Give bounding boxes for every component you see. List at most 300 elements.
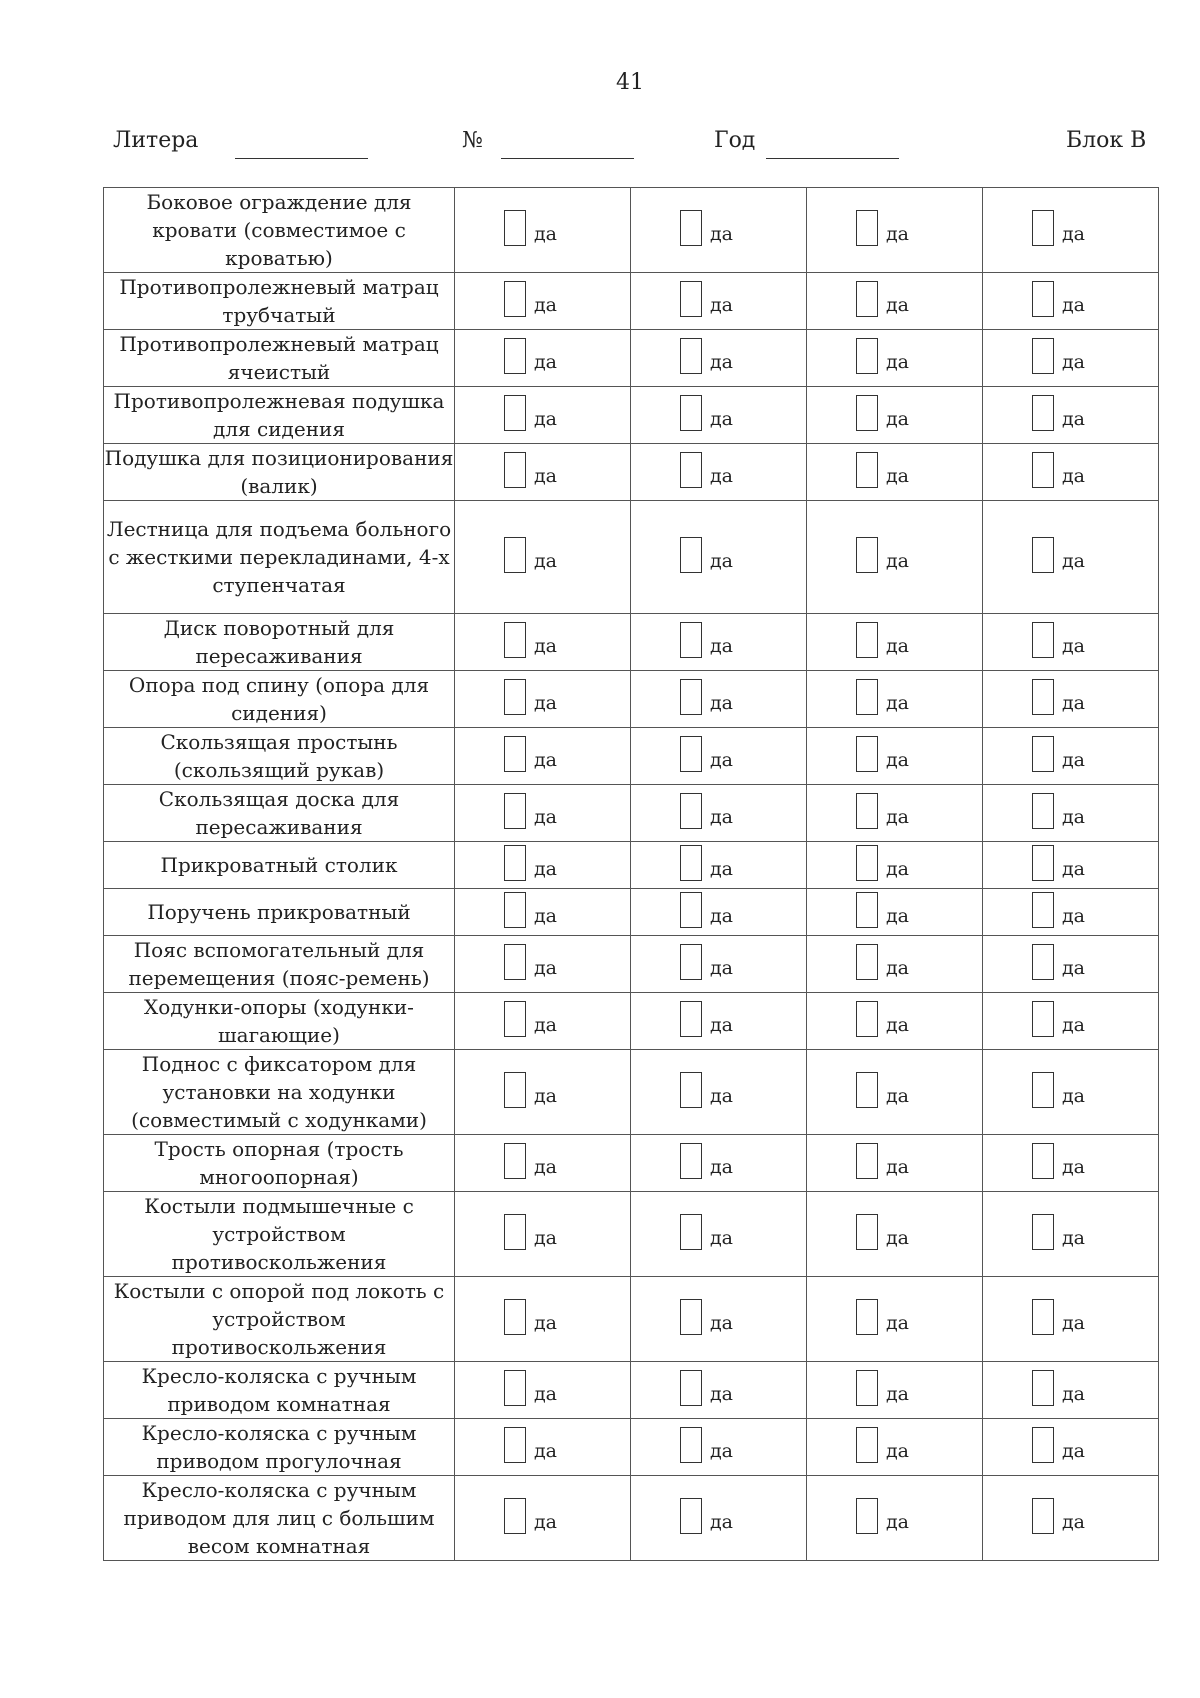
yes-option[interactable] [680,793,733,829]
yes-option[interactable] [1032,1001,1085,1037]
checkbox-label: да [709,692,734,714]
checkbox-label: да [1061,1511,1086,1533]
yes-option[interactable] [856,1143,909,1179]
checkbox[interactable] [504,281,526,317]
check-cell [807,785,983,842]
yes-option[interactable] [504,1143,557,1179]
checkbox[interactable] [856,1370,878,1406]
checkbox[interactable] [856,281,878,317]
checkbox[interactable] [1032,1498,1054,1534]
checkbox[interactable] [680,1072,702,1108]
yes-option[interactable] [856,679,909,715]
item-name: Кресло-коляска с ручным приводом для лиц с большим весом комнатная [104,1476,455,1561]
check-cell [983,671,1159,728]
checkbox-label: да [885,905,910,927]
check-cell [455,1192,631,1277]
checkbox[interactable] [1032,537,1054,573]
checkbox-label: да [709,223,734,245]
checkbox-label: да [533,1014,558,1036]
check-cell [807,1192,983,1277]
yes-option[interactable] [856,944,909,980]
yes-option[interactable] [680,892,733,928]
check-cell [455,1135,631,1192]
checkbox[interactable] [504,452,526,488]
checkbox-label: да [533,1511,558,1533]
check-cell [983,1277,1159,1362]
checkbox[interactable] [680,679,702,715]
yes-option[interactable] [680,452,733,488]
yes-option[interactable] [856,845,909,881]
checkbox[interactable] [504,1143,526,1179]
yes-option[interactable] [680,736,733,772]
checkbox[interactable] [856,395,878,431]
checkbox[interactable] [680,1498,702,1534]
check-cell [983,273,1159,330]
yes-option[interactable] [1032,1072,1085,1108]
yes-option[interactable] [1032,537,1085,573]
table-row [104,1277,1159,1362]
checkbox-label: да [1061,1312,1086,1334]
checkbox[interactable] [504,1001,526,1037]
checkbox[interactable] [1032,793,1054,829]
check-cell [455,501,631,614]
item-name: Трость опорная (трость многоопорная) [104,1135,455,1192]
yes-option[interactable] [856,281,909,317]
check-cell [983,936,1159,993]
yes-option[interactable] [680,679,733,715]
check-cell [807,671,983,728]
checkbox[interactable] [504,1072,526,1108]
yes-option[interactable] [680,1072,733,1108]
yes-option[interactable] [680,845,733,881]
checkbox-label: да [533,1227,558,1249]
checkbox[interactable] [680,281,702,317]
check-cell [631,728,807,785]
checkbox[interactable] [1032,1427,1054,1463]
yes-option[interactable] [504,1072,557,1108]
litera-label: Литера [113,128,199,153]
check-cell [455,728,631,785]
yes-option[interactable] [680,1001,733,1037]
checkbox-label: да [533,858,558,880]
equipment-table [103,187,1159,1561]
checkbox-label: да [709,294,734,316]
checkbox-label: да [885,1440,910,1462]
check-cell [455,889,631,936]
checkbox-label: да [709,635,734,657]
checkbox-label: да [709,465,734,487]
checkbox[interactable] [504,395,526,431]
checkbox[interactable] [504,622,526,658]
checkbox[interactable] [1032,210,1054,246]
table-row [104,993,1159,1050]
yes-option[interactable] [1032,679,1085,715]
checkbox[interactable] [1032,1299,1054,1335]
yes-option[interactable] [680,1498,733,1534]
block-label: Блок В [1066,128,1147,153]
check-cell [631,1192,807,1277]
item-name: Скользящая доска для пересаживания [104,785,455,842]
yes-option[interactable] [1032,395,1085,431]
yes-option[interactable] [1032,793,1085,829]
checkbox-label: да [885,294,910,316]
checkbox-label: да [885,692,910,714]
yes-option[interactable] [504,1498,557,1534]
checkbox[interactable] [504,210,526,246]
table-row [104,936,1159,993]
checkbox[interactable] [680,944,702,980]
check-cell [631,387,807,444]
checkbox[interactable] [504,338,526,374]
check-cell [455,387,631,444]
item-name: Прикроватный столик [104,842,455,889]
yes-option[interactable] [856,892,909,928]
yes-option[interactable] [680,537,733,573]
checkbox-label: да [533,1312,558,1334]
checkbox-label: да [533,465,558,487]
checkbox[interactable] [680,1001,702,1037]
check-cell [807,993,983,1050]
checkbox-label: да [1061,1014,1086,1036]
item-name: Противопролежневый матрац ячеистый [104,330,455,387]
check-cell [455,1419,631,1476]
check-cell [631,1419,807,1476]
checkbox[interactable] [680,736,702,772]
yes-option[interactable] [856,1427,909,1463]
yes-option[interactable] [856,537,909,573]
check-cell [983,444,1159,501]
checkbox[interactable] [504,892,526,928]
checkbox[interactable] [504,679,526,715]
checkbox[interactable] [680,1299,702,1335]
checkbox-label: да [885,858,910,880]
check-cell [807,273,983,330]
yes-option[interactable] [504,793,557,829]
yes-option[interactable] [504,736,557,772]
checkbox-label: да [709,957,734,979]
check-cell [807,614,983,671]
yes-option[interactable] [504,395,557,431]
check-cell [631,671,807,728]
check-cell [631,993,807,1050]
yes-option[interactable] [504,452,557,488]
check-cell [807,1362,983,1419]
checkbox-label: да [709,1227,734,1249]
yes-option[interactable] [856,1498,909,1534]
check-cell [455,1050,631,1135]
yes-option[interactable] [504,845,557,881]
number-field[interactable] [501,158,634,159]
checkbox[interactable] [856,338,878,374]
yes-option[interactable] [856,210,909,246]
checkbox-label: да [885,1312,910,1334]
table-row [104,1362,1159,1419]
item-name: Поднос с фиксатором для установки на ходунки (совместимый с ходунками) [104,1050,455,1135]
check-cell [983,188,1159,273]
check-cell [455,273,631,330]
checkbox[interactable] [504,1370,526,1406]
checkbox[interactable] [856,1427,878,1463]
checkbox-label: да [709,408,734,430]
checkbox[interactable] [504,1214,526,1250]
yes-option[interactable] [856,1214,909,1250]
yes-option[interactable] [856,1001,909,1037]
checkbox-label: да [533,294,558,316]
check-cell [807,387,983,444]
checkbox[interactable] [856,452,878,488]
checkbox[interactable] [856,845,878,881]
table-row [104,671,1159,728]
check-cell [455,330,631,387]
table-row [104,1050,1159,1135]
check-cell [631,1050,807,1135]
checkbox[interactable] [1032,1370,1054,1406]
checkbox-label: да [709,1312,734,1334]
checkbox[interactable] [680,1370,702,1406]
check-cell [807,1135,983,1192]
yes-option[interactable] [680,1370,733,1406]
yes-option[interactable] [504,892,557,928]
checkbox-label: да [533,957,558,979]
yes-option[interactable] [1032,210,1085,246]
yes-option[interactable] [680,338,733,374]
check-cell [807,889,983,936]
yes-option[interactable] [504,944,557,980]
checkbox[interactable] [680,1214,702,1250]
check-cell [455,1476,631,1561]
yes-option[interactable] [1032,1427,1085,1463]
checkbox[interactable] [856,944,878,980]
item-name: Противопролежневая подушка для сидения [104,387,455,444]
checkbox[interactable] [504,1299,526,1335]
yes-option[interactable] [504,622,557,658]
checkbox-label: да [709,550,734,572]
checkbox-label: да [1061,1227,1086,1249]
yes-option[interactable] [856,338,909,374]
table-row [104,785,1159,842]
yes-option[interactable] [1032,736,1085,772]
litera-field[interactable] [235,158,368,159]
yes-option[interactable] [680,622,733,658]
checkbox[interactable] [504,1498,526,1534]
checkbox[interactable] [856,1299,878,1335]
yes-option[interactable] [504,1214,557,1250]
checkbox[interactable] [680,1143,702,1179]
checkbox-label: да [885,1227,910,1249]
checkbox[interactable] [1032,1143,1054,1179]
checkbox-label: да [709,351,734,373]
check-cell [983,1419,1159,1476]
check-cell [631,1362,807,1419]
check-cell [807,1476,983,1561]
table-row [104,1192,1159,1277]
yes-option[interactable] [504,679,557,715]
yes-option[interactable] [856,793,909,829]
yes-option[interactable] [1032,944,1085,980]
checkbox-label: да [1061,858,1086,880]
yes-option[interactable] [504,537,557,573]
yes-option[interactable] [680,395,733,431]
checkbox[interactable] [1032,1072,1054,1108]
yes-option[interactable] [1032,622,1085,658]
checkbox-label: да [709,905,734,927]
check-cell [983,993,1159,1050]
check-cell [983,728,1159,785]
checkbox[interactable] [856,679,878,715]
checkbox[interactable] [504,845,526,881]
check-cell [983,1050,1159,1135]
yes-option[interactable] [504,1299,557,1335]
checkbox[interactable] [856,1001,878,1037]
table-row [104,614,1159,671]
yes-option[interactable] [680,1214,733,1250]
checkbox-label: да [709,1440,734,1462]
yes-option[interactable] [856,736,909,772]
checkbox-label: да [709,1511,734,1533]
yes-option[interactable] [856,452,909,488]
checkbox[interactable] [1032,338,1054,374]
checkbox-label: да [533,351,558,373]
checkbox[interactable] [680,845,702,881]
check-cell [631,614,807,671]
checkbox[interactable] [856,1072,878,1108]
checkbox[interactable] [856,736,878,772]
table-row [104,330,1159,387]
yes-option[interactable] [1032,338,1085,374]
yes-option[interactable] [680,281,733,317]
checkbox[interactable] [1032,1214,1054,1250]
yes-option[interactable] [856,395,909,431]
checkbox[interactable] [856,1214,878,1250]
checkbox[interactable] [1032,1001,1054,1037]
yes-option[interactable] [504,1370,557,1406]
item-name: Лестница для подъема больного с жесткими перекладинами, 4-х ступенчатая [104,501,455,614]
yes-option[interactable] [504,1427,557,1463]
checkbox-label: да [1061,1085,1086,1107]
yes-option[interactable] [856,1299,909,1335]
checkbox-label: да [1061,294,1086,316]
checkbox[interactable] [1032,892,1054,928]
checkbox[interactable] [1032,736,1054,772]
table-row [104,501,1159,614]
checkbox[interactable] [680,452,702,488]
checkbox[interactable] [1032,395,1054,431]
yes-option[interactable] [1032,452,1085,488]
yes-option[interactable] [1032,1299,1085,1335]
item-name: Костыли с опорой под локоть с устройством противоскольжения [104,1277,455,1362]
yes-option[interactable] [1032,1143,1085,1179]
checkbox[interactable] [680,537,702,573]
yes-option[interactable] [1032,892,1085,928]
checkbox[interactable] [856,1143,878,1179]
yes-option[interactable] [1032,1370,1085,1406]
yes-option[interactable] [504,210,557,246]
checkbox[interactable] [680,892,702,928]
yes-option[interactable] [680,1143,733,1179]
checkbox[interactable] [856,892,878,928]
year-field[interactable] [766,158,899,159]
check-cell [983,842,1159,889]
checkbox[interactable] [856,1498,878,1534]
table-row [104,1419,1159,1476]
checkbox-label: да [1061,465,1086,487]
check-cell [983,501,1159,614]
checkbox[interactable] [856,537,878,573]
checkbox[interactable] [504,537,526,573]
checkbox[interactable] [856,622,878,658]
yes-option[interactable] [1032,845,1085,881]
checkbox[interactable] [504,736,526,772]
checkbox[interactable] [504,944,526,980]
yes-option[interactable] [504,281,557,317]
checkbox-label: да [533,1085,558,1107]
yes-option[interactable] [856,622,909,658]
yes-option[interactable] [680,210,733,246]
checkbox-label: да [533,635,558,657]
checkbox[interactable] [680,210,702,246]
yes-option[interactable] [1032,1498,1085,1534]
checkbox[interactable] [1032,452,1054,488]
checkbox[interactable] [1032,622,1054,658]
check-cell [455,993,631,1050]
checkbox-label: да [885,351,910,373]
checkbox[interactable] [1032,845,1054,881]
checkbox[interactable] [680,1427,702,1463]
checkbox[interactable] [680,338,702,374]
checkbox[interactable] [1032,679,1054,715]
checkbox[interactable] [1032,281,1054,317]
checkbox-label: да [533,1156,558,1178]
checkbox-label: да [533,692,558,714]
check-cell [807,1277,983,1362]
checkbox[interactable] [680,622,702,658]
table-row [104,1476,1159,1561]
checkbox[interactable] [680,793,702,829]
checkbox-label: да [709,749,734,771]
checkbox-label: да [1061,749,1086,771]
yes-option[interactable] [680,1427,733,1463]
page-number: 41 [616,70,644,95]
checkbox-label: да [533,223,558,245]
checkbox[interactable] [856,793,878,829]
checkbox[interactable] [504,793,526,829]
yes-option[interactable] [1032,1214,1085,1250]
checkbox-label: да [533,1383,558,1405]
checkbox-label: да [709,806,734,828]
table-row [104,188,1159,273]
yes-option[interactable] [856,1370,909,1406]
check-cell [455,614,631,671]
check-cell [455,936,631,993]
check-cell [807,188,983,273]
yes-option[interactable] [680,944,733,980]
checkbox[interactable] [1032,944,1054,980]
check-cell [807,1050,983,1135]
yes-option[interactable] [680,1299,733,1335]
checkbox-label: да [1061,1440,1086,1462]
yes-option[interactable] [504,338,557,374]
checkbox[interactable] [680,395,702,431]
check-cell [983,1476,1159,1561]
check-cell [807,444,983,501]
yes-option[interactable] [504,1001,557,1037]
checkbox-label: да [885,1085,910,1107]
checkbox[interactable] [856,210,878,246]
table-row [104,728,1159,785]
yes-option[interactable] [856,1072,909,1108]
checkbox[interactable] [504,1427,526,1463]
yes-option[interactable] [1032,281,1085,317]
